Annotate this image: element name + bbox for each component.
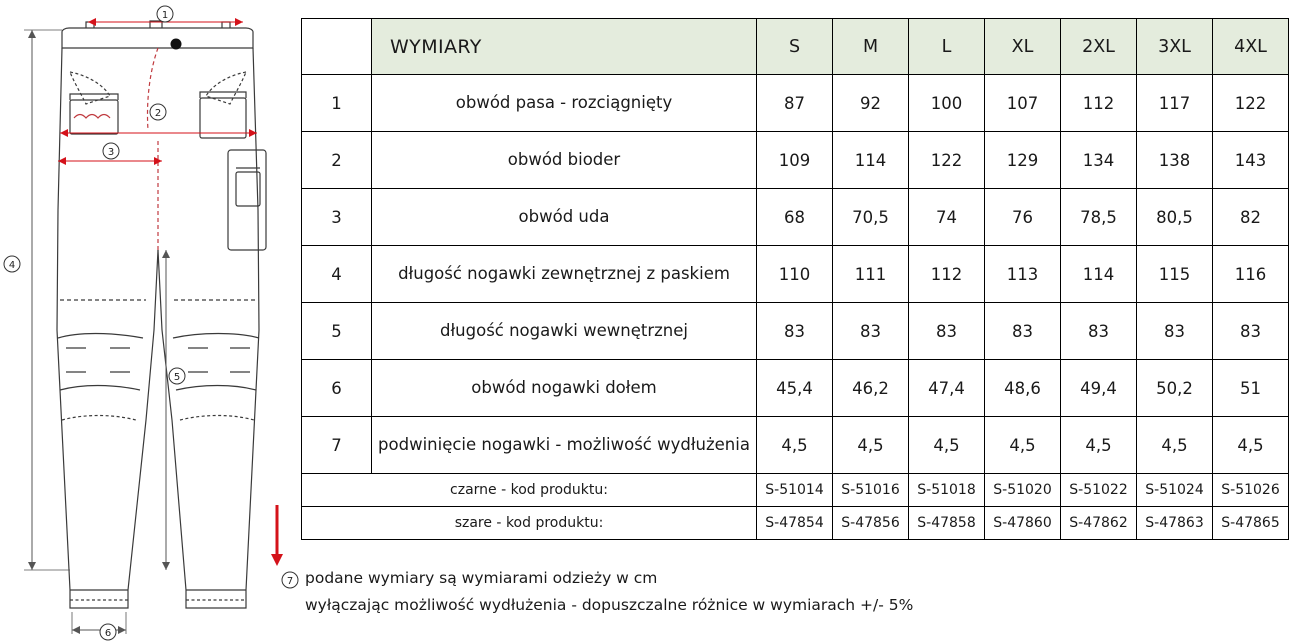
- cell-4xl: 82: [1213, 189, 1289, 246]
- table-row: [302, 75, 1289, 132]
- cell-4xl: 116: [1213, 246, 1289, 303]
- header-title: WYMIARY: [372, 19, 757, 75]
- cell-xl: 4,5: [985, 417, 1061, 474]
- code-3xl: S-47863: [1137, 507, 1213, 540]
- code-3xl: S-51024: [1137, 474, 1213, 507]
- product-code-row-grey: [302, 507, 1289, 540]
- row-number: 1: [302, 75, 372, 132]
- row-description: długość nogawki wewnętrznej: [372, 303, 757, 360]
- product-code-row-black: [302, 474, 1289, 507]
- table-header: [302, 19, 1289, 75]
- header-row: [302, 19, 1289, 75]
- table-row: [302, 417, 1289, 474]
- code-xl: S-51020: [985, 474, 1061, 507]
- svg-text:5: 5: [173, 372, 181, 383]
- cell-l: 4,5: [909, 417, 985, 474]
- footnotes: [305, 565, 1205, 619]
- cell-s: 87: [757, 75, 833, 132]
- size-table-container: [301, 18, 1286, 540]
- cell-s: 68: [757, 189, 833, 246]
- footnote-line-1: podane wymiary są wymiarami odzieży w cm: [305, 569, 658, 587]
- cell-m: 4,5: [833, 417, 909, 474]
- cell-4xl: 51: [1213, 360, 1289, 417]
- cell-2xl: 134: [1061, 132, 1137, 189]
- cell-2xl: 114: [1061, 246, 1137, 303]
- table-row: [302, 132, 1289, 189]
- cell-2xl: 49,4: [1061, 360, 1137, 417]
- row-number: 3: [302, 189, 372, 246]
- cell-m: 111: [833, 246, 909, 303]
- cell-l: 47,4: [909, 360, 985, 417]
- header-size-4xl: 4XL: [1213, 19, 1289, 75]
- cell-xl: 129: [985, 132, 1061, 189]
- cell-xl: 48,6: [985, 360, 1061, 417]
- cell-4xl: 83: [1213, 303, 1289, 360]
- cell-2xl: 78,5: [1061, 189, 1137, 246]
- code-label-black: czarne - kod produktu:: [302, 474, 757, 507]
- cell-l: 74: [909, 189, 985, 246]
- code-2xl: S-51022: [1061, 474, 1137, 507]
- cell-3xl: 80,5: [1137, 189, 1213, 246]
- header-size-3xl: 3XL: [1137, 19, 1213, 75]
- cell-l: 112: [909, 246, 985, 303]
- row-number: 2: [302, 132, 372, 189]
- header-size-l: L: [909, 19, 985, 75]
- cell-xl: 76: [985, 189, 1061, 246]
- cell-3xl: 138: [1137, 132, 1213, 189]
- code-l: S-51018: [909, 474, 985, 507]
- row-description: długość nogawki zewnętrznej z paskiem: [372, 246, 757, 303]
- cell-2xl: 112: [1061, 75, 1137, 132]
- header-size-s: S: [757, 19, 833, 75]
- header-size-2xl: 2XL: [1061, 19, 1137, 75]
- table-row: [302, 246, 1289, 303]
- cell-s: 83: [757, 303, 833, 360]
- cell-m: 92: [833, 75, 909, 132]
- cell-2xl: 83: [1061, 303, 1137, 360]
- row-description: obwód uda: [372, 189, 757, 246]
- table-body: [302, 75, 1289, 540]
- cell-s: 4,5: [757, 417, 833, 474]
- size-table: [301, 18, 1289, 540]
- cell-m: 70,5: [833, 189, 909, 246]
- header-size-xl: XL: [985, 19, 1061, 75]
- cell-4xl: 122: [1213, 75, 1289, 132]
- row-number: 4: [302, 246, 372, 303]
- cell-3xl: 115: [1137, 246, 1213, 303]
- svg-text:3: 3: [107, 147, 115, 158]
- svg-text:1: 1: [161, 10, 169, 21]
- row-number: 5: [302, 303, 372, 360]
- cell-2xl: 4,5: [1061, 417, 1137, 474]
- cell-4xl: 4,5: [1213, 417, 1289, 474]
- header-size-m: M: [833, 19, 909, 75]
- code-s: S-47854: [757, 507, 833, 540]
- code-m: S-47856: [833, 507, 909, 540]
- cell-4xl: 143: [1213, 132, 1289, 189]
- row-description: obwód nogawki dołem: [372, 360, 757, 417]
- cell-m: 114: [833, 132, 909, 189]
- cell-l: 83: [909, 303, 985, 360]
- header-number-col: [302, 19, 372, 75]
- table-row: [302, 189, 1289, 246]
- table-row: [302, 303, 1289, 360]
- code-s: S-51014: [757, 474, 833, 507]
- cell-s: 110: [757, 246, 833, 303]
- cell-xl: 107: [985, 75, 1061, 132]
- cell-xl: 83: [985, 303, 1061, 360]
- row-description: obwód bioder: [372, 132, 757, 189]
- svg-text:2: 2: [154, 108, 162, 119]
- cell-m: 83: [833, 303, 909, 360]
- svg-text:7: 7: [286, 576, 294, 587]
- svg-text:4: 4: [8, 260, 16, 271]
- code-m: S-51016: [833, 474, 909, 507]
- cell-3xl: 4,5: [1137, 417, 1213, 474]
- code-2xl: S-47862: [1061, 507, 1137, 540]
- svg-text:6: 6: [104, 628, 112, 639]
- cell-3xl: 50,2: [1137, 360, 1213, 417]
- cell-m: 46,2: [833, 360, 909, 417]
- cell-l: 100: [909, 75, 985, 132]
- code-l: S-47858: [909, 507, 985, 540]
- cell-l: 122: [909, 132, 985, 189]
- code-4xl: S-47865: [1213, 507, 1289, 540]
- cell-xl: 113: [985, 246, 1061, 303]
- row-description: obwód pasa - rozciągnięty: [372, 75, 757, 132]
- cell-3xl: 83: [1137, 303, 1213, 360]
- cell-3xl: 117: [1137, 75, 1213, 132]
- code-xl: S-47860: [985, 507, 1061, 540]
- code-4xl: S-51026: [1213, 474, 1289, 507]
- table-row: [302, 360, 1289, 417]
- cell-s: 45,4: [757, 360, 833, 417]
- footnote-line-2: wyłączając możliwość wydłużenia - dopuszczalne różnice w wymiarach +/- 5%: [305, 596, 914, 615]
- cell-s: 109: [757, 132, 833, 189]
- row-description: podwinięcie nogawki - możliwość wydłużenia: [372, 417, 757, 474]
- code-label-grey: szare - kod produktu:: [302, 507, 757, 540]
- row-number: 6: [302, 360, 372, 417]
- technical-drawing: [0, 0, 300, 643]
- row-number: 7: [302, 417, 372, 474]
